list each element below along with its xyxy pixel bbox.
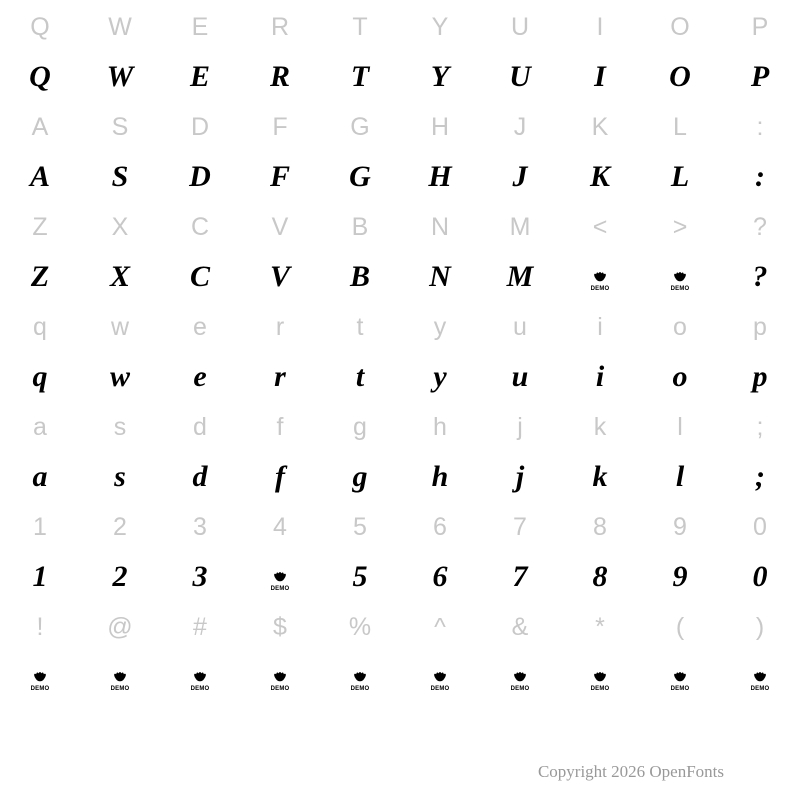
reference-glyph: g <box>353 413 367 441</box>
leaf-cluster-icon <box>507 666 533 682</box>
demo-leaf-icon <box>267 666 293 692</box>
demo-watermark-icon <box>480 652 560 702</box>
sample-glyph: e <box>193 360 207 393</box>
sample-glyph: i <box>595 360 605 393</box>
reference-glyph: L <box>673 113 687 141</box>
sample-glyph: Y <box>430 60 450 93</box>
sample-glyph: 3 <box>192 560 208 593</box>
demo-leaf-icon <box>107 666 133 692</box>
reference-glyph: K <box>591 113 609 141</box>
copyright-notice: Copyright 2026 OpenFonts <box>537 762 724 781</box>
reference-glyph: D <box>190 113 210 141</box>
demo-watermark-icon <box>240 552 320 602</box>
sample-glyph: a <box>32 460 48 493</box>
reference-glyph: Z <box>32 213 48 241</box>
reference-glyph: 8 <box>593 513 607 541</box>
reference-glyph: O <box>670 13 690 41</box>
reference-glyph: F <box>272 113 288 141</box>
reference-glyph: W <box>108 13 132 41</box>
reference-glyph: : <box>756 113 764 141</box>
leaf-cluster-icon <box>347 666 373 682</box>
sample-glyph: 0 <box>752 560 768 593</box>
demo-watermark-icon <box>320 652 400 702</box>
sample-glyph: S <box>111 160 129 193</box>
reference-glyph: < <box>592 213 608 241</box>
demo-leaf-icon <box>347 666 373 692</box>
leaf-cluster-icon <box>587 666 613 682</box>
demo-watermark-icon <box>80 652 160 702</box>
leaf-cluster-icon <box>27 666 53 682</box>
sample-glyph: J <box>512 160 528 193</box>
reference-glyph: l <box>677 413 683 441</box>
reference-glyph: e <box>193 313 207 341</box>
sample-row <box>0 52 800 102</box>
sample-glyph: O <box>669 60 691 93</box>
sample-glyph: I <box>594 60 606 93</box>
demo-mark-label: DEMO <box>750 686 770 693</box>
reference-glyph: 3 <box>193 513 207 541</box>
reference-row <box>0 102 800 152</box>
sample-glyph: y <box>433 360 447 393</box>
demo-watermark-icon <box>640 252 720 302</box>
reference-glyph: 5 <box>353 513 367 541</box>
reference-glyph: R <box>270 13 290 41</box>
reference-glyph: s <box>113 413 127 441</box>
reference-glyph: % <box>348 613 372 641</box>
reference-row <box>0 2 800 52</box>
leaf-cluster-icon <box>747 666 773 682</box>
sample-glyph: g <box>352 460 368 493</box>
reference-glyph: 1 <box>33 513 47 541</box>
leaf-cluster-icon <box>427 666 453 682</box>
sample-glyph: r <box>274 360 286 393</box>
reference-glyph: H <box>430 113 450 141</box>
reference-glyph: p <box>753 313 767 341</box>
leaf-cluster-icon <box>267 666 293 682</box>
demo-leaf-icon <box>587 666 613 692</box>
reference-glyph: o <box>673 313 687 341</box>
demo-mark-label: DEMO <box>350 686 370 693</box>
reference-glyph: r <box>275 313 285 341</box>
reference-glyph: G <box>350 113 370 141</box>
reference-glyph: d <box>193 413 207 441</box>
demo-watermark-icon <box>560 652 640 702</box>
sample-glyph: h <box>431 460 449 493</box>
sample-glyph: 5 <box>352 560 368 593</box>
demo-mark-label: DEMO <box>670 686 690 693</box>
demo-leaf-icon <box>187 666 213 692</box>
sample-glyph: R <box>269 60 290 93</box>
sample-glyph: ? <box>752 260 768 293</box>
reference-glyph: a <box>33 413 47 441</box>
demo-leaf-icon <box>27 666 53 692</box>
sample-glyph: H <box>428 160 452 193</box>
demo-watermark-icon <box>160 652 240 702</box>
sample-glyph: D <box>189 160 211 193</box>
reference-glyph: 9 <box>673 513 687 541</box>
demo-mark-label: DEMO <box>590 686 610 693</box>
demo-watermark-icon <box>0 652 80 702</box>
sample-glyph: 8 <box>592 560 608 593</box>
sample-glyph: 1 <box>32 560 48 593</box>
sample-glyph: K <box>589 160 610 193</box>
reference-glyph: 6 <box>433 513 447 541</box>
sample-row <box>0 152 800 202</box>
reference-row <box>0 402 800 452</box>
reference-glyph: U <box>510 13 530 41</box>
sample-glyph: k <box>592 460 608 493</box>
sample-glyph: P <box>750 60 770 93</box>
reference-glyph: # <box>193 613 207 641</box>
demo-mark-label: DEMO <box>430 686 450 693</box>
demo-mark-label: DEMO <box>30 686 50 693</box>
reference-glyph: 0 <box>753 513 767 541</box>
demo-watermark-icon <box>720 652 800 702</box>
sample-row <box>0 352 800 402</box>
reference-glyph: 4 <box>273 513 287 541</box>
reference-glyph: 7 <box>513 513 527 541</box>
reference-glyph: Y <box>431 13 449 41</box>
reference-glyph: t <box>356 313 364 341</box>
reference-glyph: N <box>430 213 450 241</box>
reference-row <box>0 302 800 352</box>
reference-glyph: u <box>513 313 527 341</box>
reference-row <box>0 602 800 652</box>
reference-row <box>0 202 800 252</box>
sample-glyph: w <box>109 360 130 393</box>
reference-glyph: 2 <box>113 513 127 541</box>
sample-row <box>0 452 800 502</box>
demo-leaf-icon <box>427 666 453 692</box>
reference-glyph: C <box>190 213 210 241</box>
demo-leaf-icon <box>507 666 533 692</box>
sample-glyph: 9 <box>672 560 688 593</box>
reference-glyph: B <box>351 213 369 241</box>
sample-glyph: L <box>670 160 690 193</box>
reference-glyph: i <box>597 313 603 341</box>
reference-glyph: ( <box>675 613 685 641</box>
sample-glyph: W <box>106 60 134 93</box>
demo-mark-label: DEMO <box>190 686 210 693</box>
demo-watermark-icon <box>640 652 720 702</box>
reference-row <box>0 502 800 552</box>
reference-glyph: E <box>191 13 209 41</box>
reference-glyph: j <box>517 413 523 441</box>
reference-glyph: k <box>593 413 607 441</box>
sample-glyph: p <box>752 360 768 393</box>
sample-glyph: : <box>755 160 765 193</box>
sample-glyph: q <box>32 360 48 393</box>
demo-mark-label: DEMO <box>270 686 290 693</box>
reference-glyph: V <box>271 213 289 241</box>
reference-glyph: y <box>433 313 447 341</box>
leaf-cluster-icon <box>267 566 293 582</box>
reference-glyph: ^ <box>434 613 446 641</box>
demo-mark-label: DEMO <box>270 586 290 593</box>
sample-row <box>0 252 800 302</box>
demo-mark-label: DEMO <box>590 286 610 293</box>
sample-glyph: E <box>189 60 210 93</box>
sample-row <box>0 652 800 702</box>
reference-glyph: q <box>33 313 47 341</box>
sample-glyph: Z <box>30 260 50 293</box>
reference-glyph: ; <box>756 413 764 441</box>
leaf-cluster-icon <box>587 266 613 282</box>
sample-glyph: t <box>355 360 365 393</box>
reference-glyph: S <box>111 113 129 141</box>
reference-glyph: > <box>672 213 688 241</box>
reference-glyph: ? <box>753 213 767 241</box>
reference-glyph: f <box>276 413 284 441</box>
sample-glyph: 2 <box>112 560 128 593</box>
sample-glyph: A <box>29 160 50 193</box>
reference-glyph: X <box>111 213 129 241</box>
reference-glyph: @ <box>107 613 133 641</box>
reference-glyph: M <box>509 213 531 241</box>
demo-mark-label: DEMO <box>110 686 130 693</box>
sample-glyph: U <box>509 60 531 93</box>
reference-glyph: T <box>352 13 368 41</box>
leaf-cluster-icon <box>667 266 693 282</box>
leaf-cluster-icon <box>667 666 693 682</box>
sample-glyph: f <box>275 460 285 493</box>
sample-glyph: l <box>675 460 685 493</box>
reference-glyph: h <box>433 413 447 441</box>
demo-watermark-icon <box>240 652 320 702</box>
demo-mark-label: DEMO <box>670 286 690 293</box>
reference-glyph: A <box>31 113 49 141</box>
reference-glyph: P <box>751 13 769 41</box>
sample-glyph: o <box>672 360 688 393</box>
sample-glyph: C <box>189 260 210 293</box>
demo-watermark-icon <box>560 252 640 302</box>
reference-glyph: J <box>513 113 527 141</box>
demo-leaf-icon <box>747 666 773 692</box>
reference-glyph: & <box>511 613 529 641</box>
sample-glyph: ; <box>755 460 765 493</box>
sample-glyph: u <box>511 360 529 393</box>
sample-glyph: 7 <box>512 560 528 593</box>
demo-leaf-icon <box>667 666 693 692</box>
reference-glyph: I <box>596 13 604 41</box>
reference-glyph: w <box>110 313 130 341</box>
sample-glyph: F <box>269 160 290 193</box>
sample-glyph: B <box>349 260 370 293</box>
sample-glyph: j <box>515 460 525 493</box>
sample-glyph: N <box>429 260 451 293</box>
sample-glyph: G <box>349 160 371 193</box>
sample-glyph: V <box>269 260 290 293</box>
demo-watermark-icon <box>400 652 480 702</box>
sample-glyph: Q <box>29 60 51 93</box>
reference-glyph: ! <box>36 613 44 641</box>
sample-glyph: 6 <box>432 560 448 593</box>
demo-leaf-icon <box>587 266 613 292</box>
reference-glyph: Q <box>30 13 50 41</box>
sample-glyph: M <box>506 260 534 293</box>
sample-row <box>0 552 800 602</box>
sample-glyph: T <box>350 60 370 93</box>
demo-mark-label: DEMO <box>510 686 530 693</box>
sample-glyph: s <box>114 460 126 493</box>
reference-glyph: ) <box>755 613 765 641</box>
sample-glyph: d <box>192 460 208 493</box>
reference-glyph: $ <box>273 613 287 641</box>
demo-leaf-icon <box>667 266 693 292</box>
reference-glyph: * <box>595 613 605 641</box>
sample-glyph: X <box>109 260 130 293</box>
demo-leaf-icon <box>267 566 293 592</box>
leaf-cluster-icon <box>107 666 133 682</box>
leaf-cluster-icon <box>187 666 213 682</box>
